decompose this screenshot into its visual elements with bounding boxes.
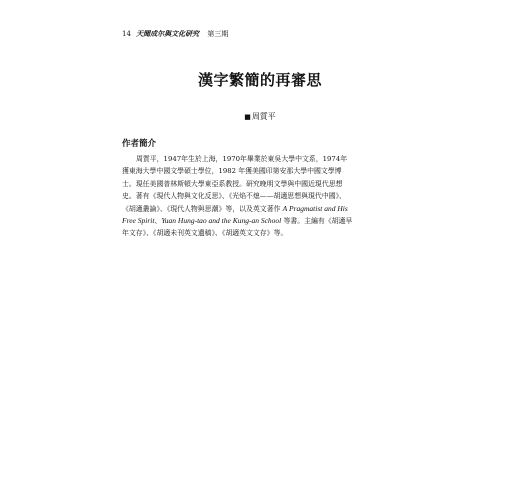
bio-line <box>122 203 362 215</box>
bio-text: 等書。主編有《胡適早 <box>281 217 353 226</box>
bio-text: 、 <box>154 217 162 226</box>
running-header <box>122 29 228 39</box>
section-heading: 作者簡介 <box>122 139 157 149</box>
book-title: Free Spirit <box>122 216 155 226</box>
page-number: 14 <box>122 30 131 38</box>
book-title: Yuan Hung-tao and the Kung-an School <box>161 216 282 226</box>
bio-line: 士。現任美國普林斯頓大學東亞系教授。研究晚明文學與中國近現代思想 <box>122 179 343 188</box>
issue-label: 第三期 <box>207 30 229 38</box>
journal-name: 天聞成尔與文化研究 <box>136 29 200 38</box>
bio-text: 《胡適叢論》、《現代人物與思潮》等，以及英文著作 <box>122 204 283 213</box>
book-title: A Pragmatist and His <box>282 203 348 213</box>
author-bio <box>122 153 362 240</box>
bio-line: 史。著有《現代人物與文化反思》、《光焰不熄——胡適思想與現代中國》、 <box>122 192 346 201</box>
bio-line: 年文存》、《胡適未刊英文遺稿》、《胡適英文文存》等。 <box>122 229 288 238</box>
author-line <box>0 112 520 122</box>
author-name: 周質平 <box>251 112 276 121</box>
bio-line <box>122 215 362 227</box>
bio-line: 獲東海大學中國文學碩士學位，1982 年獲美國印第安那大學中國文學博 <box>122 167 342 176</box>
bio-line: 周質平，1947年生於上海，1970年畢業於東吳大學中文系，1974年 <box>136 155 348 163</box>
article-title: 漢字繁簡的再審思 <box>197 71 322 89</box>
author-marker-icon: ■ <box>244 113 251 121</box>
